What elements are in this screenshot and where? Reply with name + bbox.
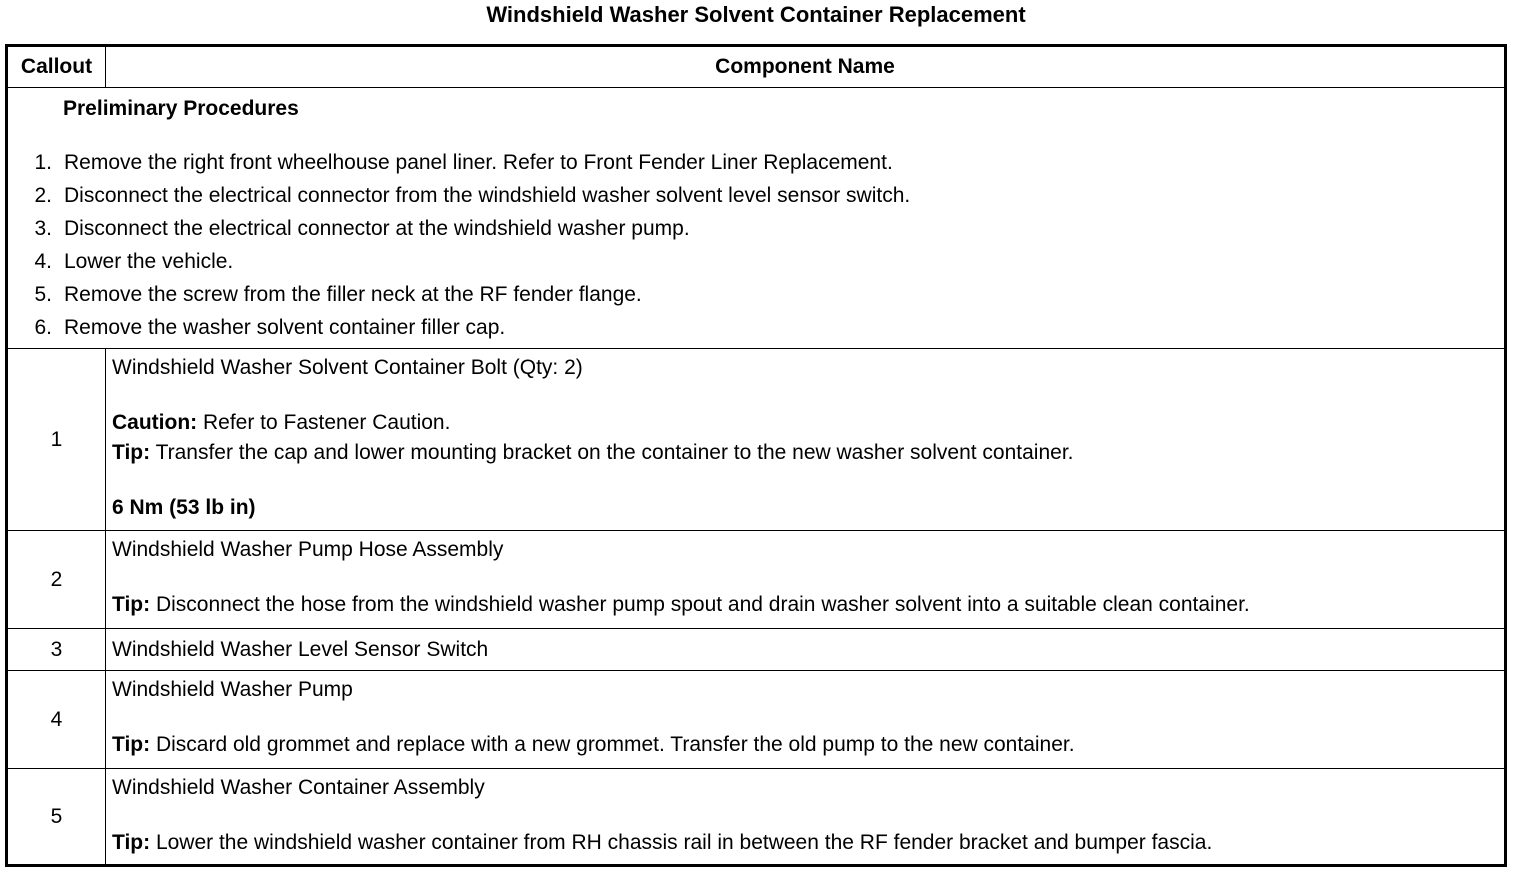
tip-note xyxy=(112,828,1498,858)
step-text: Disconnect the electrical connector at the windshield washer pump. xyxy=(64,217,690,240)
step-text: Lower the vehicle. xyxy=(64,250,234,273)
table-row xyxy=(7,671,1506,769)
header-callout: Callout xyxy=(7,46,106,88)
list-item xyxy=(8,311,1504,344)
step-number: 5. xyxy=(34,283,52,306)
component-name: Windshield Washer Pump Hose Assembly xyxy=(112,538,504,561)
caution-text: Refer to Fastener Caution. xyxy=(197,411,451,434)
callout-number: 2 xyxy=(7,531,106,629)
component-cell xyxy=(106,349,1506,531)
tip-note xyxy=(112,438,1498,468)
component-cell xyxy=(106,671,1506,769)
component-name: Windshield Washer Solvent Container Bolt (Qty: 2) xyxy=(112,356,583,379)
component-name: Windshield Washer Pump xyxy=(112,678,353,701)
torque-value: 6 Nm (53 lb in) xyxy=(112,496,256,519)
tip-label: Tip: xyxy=(112,733,151,756)
table-row xyxy=(7,629,1506,671)
step-number: 2. xyxy=(34,184,52,207)
list-item xyxy=(8,146,1504,179)
tip-text: Lower the windshield washer container from RH chassis rail in between the RF fender bracket and bumper fascia. xyxy=(150,831,1213,854)
step-text: Remove the washer solvent container filler cap. xyxy=(64,316,506,339)
callout-number: 3 xyxy=(7,629,106,671)
tip-label: Tip: xyxy=(112,831,151,854)
step-number: 6. xyxy=(34,316,52,339)
list-item xyxy=(8,179,1504,212)
table-row xyxy=(7,531,1506,629)
caution-label: Caution: xyxy=(112,411,198,434)
procedure-table xyxy=(5,44,1507,867)
list-item xyxy=(8,245,1504,278)
callout-number: 1 xyxy=(7,349,106,531)
tip-note xyxy=(112,590,1498,620)
step-number: 4. xyxy=(34,250,52,273)
preliminary-cell xyxy=(7,88,1506,349)
tip-label: Tip: xyxy=(112,441,151,464)
tip-note xyxy=(112,730,1498,760)
page-title: Windshield Washer Solvent Container Replacement xyxy=(486,2,1026,27)
header-component-name: Component Name xyxy=(106,46,1506,88)
list-item xyxy=(8,278,1504,311)
callout-number: 5 xyxy=(7,769,106,866)
list-item xyxy=(8,212,1504,245)
component-cell xyxy=(106,769,1506,866)
torque-spec xyxy=(112,493,1498,523)
step-text: Remove the right front wheelhouse panel liner. Refer to Front Fender Liner Replacement. xyxy=(64,151,893,174)
tip-text: Discard old grommet and replace with a new grommet. Transfer the old pump to the new container. xyxy=(150,733,1075,756)
step-number: 1. xyxy=(34,151,52,174)
caution-note xyxy=(112,408,1498,438)
preliminary-heading: Preliminary Procedures xyxy=(63,97,299,120)
preliminary-steps xyxy=(8,146,1504,344)
preliminary-row xyxy=(7,88,1506,349)
tip-text: Transfer the cap and lower mounting bracket on the container to the new washer solvent container. xyxy=(150,441,1074,464)
callout-number: 4 xyxy=(7,671,106,769)
step-text: Disconnect the electrical connector from the windshield washer solvent level sensor switch. xyxy=(64,184,911,207)
component-name: Windshield Washer Level Sensor Switch xyxy=(112,637,489,661)
step-number: 3. xyxy=(34,217,52,240)
component-name: Windshield Washer Container Assembly xyxy=(112,776,485,799)
component-cell xyxy=(106,629,1506,671)
tip-text: Disconnect the hose from the windshield washer pump spout and drain washer solvent into a suitable clean container. xyxy=(150,593,1250,616)
step-text: Remove the screw from the filler neck at the RF fender flange. xyxy=(64,283,642,306)
table-row xyxy=(7,349,1506,531)
header-row xyxy=(7,46,1506,88)
table-row xyxy=(7,769,1506,866)
component-cell xyxy=(106,531,1506,629)
tip-label: Tip: xyxy=(112,593,151,616)
